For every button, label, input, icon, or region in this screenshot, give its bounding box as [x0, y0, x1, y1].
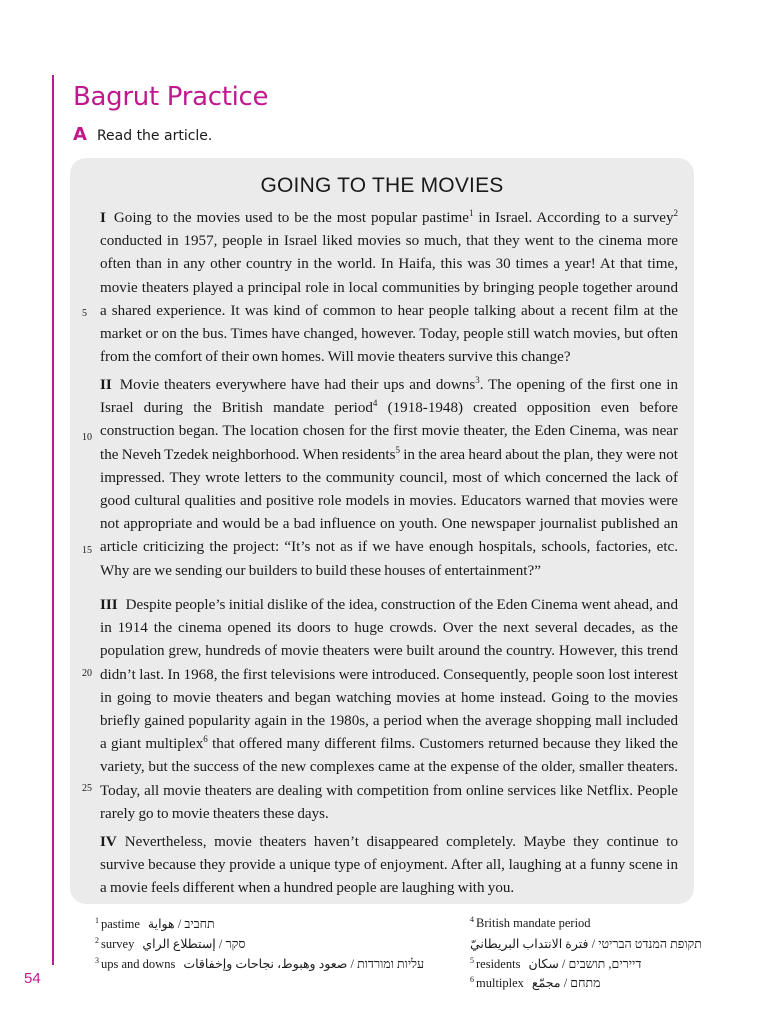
paragraph-2: II Movie theaters everywhere have had their ups and downs$^3$. The opening of the first one in Israel during the British mandate period$^4$ (1918-1948) created opposition even before construction began. The location chosen for the first movie theater, the Eden Cinema, was near the Neveh Tzedek neighborhood. When residents$^5$ in the area heard about the plan, they were not impressed. They wrote letters to the community council, most of which concerned the lack of good cultural qualities and positive role models in movies. Educators warned that movies were not appropriate and would be a bad influence on youth. One newspaper journalist published an article criticizing the project: “It’s not as if we have enough hospitals, schools, factories, etc. Why are we sending our builders to build these houses of entertainment?” [100, 374, 678, 579]
footnote-5: $^5$ residents דיירים, תושבים / سكان [470, 955, 642, 971]
paragraph-4: IV Nevertheless, movie theaters haven’t disappeared completely. Maybe they continue to survive because they provide a unique type of enjoyment. After all, laughing at a funny scene in a movie feels different when a hundred people are laughing with you. [100, 834, 678, 897]
page-number: 54 [24, 970, 41, 987]
line-number: 20 [82, 668, 92, 679]
footnote-translation: תחביב / هواية [147, 917, 215, 931]
line-number: 15 [82, 545, 92, 556]
line-number: 10 [82, 432, 92, 443]
paragraph-1: I Going to the movies used to be the most popular pastime$^1$ in Israel. According to a survey$^2$ conducted in 1957, people in Israel liked movies so much, that they went to the cinema more often than in any other country in the world. In Haifa, this was 30 times a year! At that time, movie theaters played a principal role in local communities by bringing people together around a shared experience. It was kind of common to hear people talking about a recent film at the market or on the bus. Times have changed, however. Today, people still watch movies, but often from the comfort of their own homes. Will movie theaters survive this change? [100, 207, 678, 366]
footnote-4: $^4$ British mandate period [470, 914, 591, 930]
paragraph-number: IV [100, 834, 117, 850]
paragraph-3: III Despite people’s initial dislike of the idea, construction of the Eden Cinema went ahead, and in 1914 the cinema opened its doors to huge crowds. Over the next several decades, as the population grew, hundreds of movie theaters were built around the country. However, this trend didn’t last. In 1968, the first televisions were introduced. Consequently, people soon lost interest in going to movie theaters and began watching movies at home instead. Going to the movies briefly gained popularity again in the 1980s, a period when the average shopping mall included a giant multiplex$^6$ that offered many different films. Customers returned because they liked the variety, but the success of the new complexes came at the expense of the older, smaller theaters. Today, all movie theaters are dealing with competition from online services like Netflix. People rarely go to movie theaters these days. [100, 597, 679, 822]
footnote-term: survey [101, 937, 135, 951]
paragraph-number: I [100, 210, 106, 226]
footnote-term: pastime [101, 917, 140, 931]
line-number: 25 [82, 783, 92, 794]
footnote-ref: 2 [673, 207, 678, 218]
instruction-letter: A [73, 124, 87, 145]
footnote-term: residents [476, 957, 521, 971]
footnote-term: British mandate period [476, 916, 591, 930]
page-title: Bagrut Practice [73, 82, 269, 112]
footnote-translation: סקר / إستطلاع الراي [142, 937, 246, 951]
footnote-4-translation: תקופת המנדט הבריטי / فترة الانتداب البريطانيّ [470, 937, 702, 951]
footnote-ref: 5 [395, 444, 400, 455]
footnote-translation: דיירים, תושבים / سكان [528, 957, 642, 971]
footnote-translation: עליות ומורדות / صعود وهبوط، نجاحات وإخفاقات [183, 957, 425, 971]
footnote-term: multiplex [476, 976, 524, 990]
footnote-ref: 3 [475, 374, 480, 385]
footnote-ref: 4 [372, 398, 378, 409]
footnote-term: ups and downs [101, 957, 176, 971]
line-number: 5 [82, 308, 87, 319]
footnote-3: $^3$ ups and downs עליות ומורדות / صعود وهبوط، نجاحات وإخفاقات [95, 955, 425, 971]
footnote-1: $^1$ pastime תחביב / هواية [95, 915, 215, 931]
footnote-2: $^2$ survey סקר / إستطلاع الراي [95, 935, 246, 951]
footnote-translation: מתחם / مجمّع [531, 976, 601, 990]
paragraph-number: II [100, 377, 112, 393]
instruction-text: Read the article. [96, 128, 213, 144]
instruction [73, 124, 212, 145]
footnote-ref: 6 [203, 734, 208, 745]
footnote-ref: 1 [468, 207, 474, 218]
paragraph-number: III [100, 597, 118, 613]
margin-rule [52, 75, 54, 965]
footnote-6: $^6$ multiplex מתחם / مجمّع [470, 974, 601, 990]
article-title: GOING TO THE MOVIES [260, 174, 504, 197]
